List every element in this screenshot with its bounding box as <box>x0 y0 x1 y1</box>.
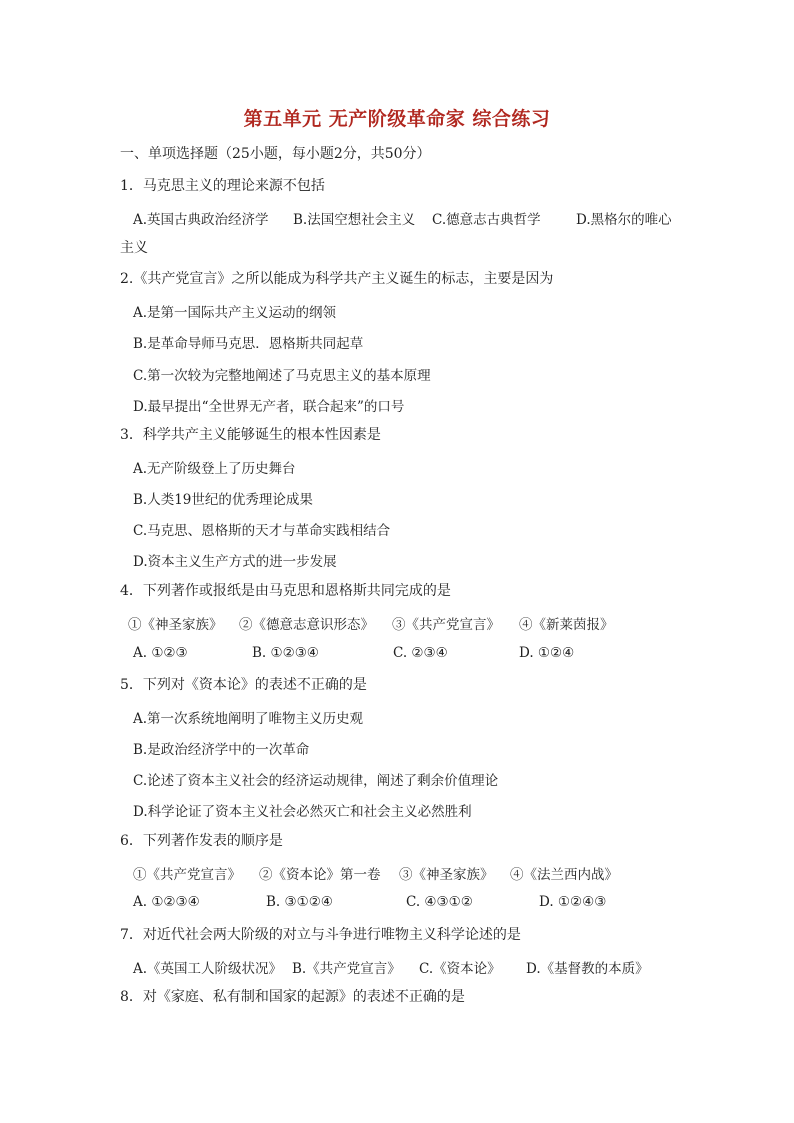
q5-option-d: D.科学论证了资本主义社会必然灭亡和社会主义必然胜利 <box>133 804 472 820</box>
question-2-stem: 2.《共产党宣言》之所以能成为科学共产主义诞生的标志，主要是因为 <box>120 271 554 287</box>
q4-item-2: ②《德意志意识形态》 <box>239 617 374 633</box>
q2-option-b: B.是革命导师马克思．恩格斯共同起草 <box>133 336 364 352</box>
question-7-stem: 7．对近代社会两大阶级的对立与斗争进行唯物主义科学论述的是 <box>120 927 521 943</box>
q3-option-d: D.资本主义生产方式的进一步发展 <box>133 554 337 570</box>
q1-option-b: B.法国空想社会主义 <box>293 212 416 228</box>
q4-option-d: D. ①②④ <box>519 645 575 661</box>
question-3-stem: 3．科学共产主义能够诞生的根本性因素是 <box>120 427 381 443</box>
q6-item-2: ②《资本论》第一卷 <box>259 867 381 883</box>
q7-option-c: C.《资本论》 <box>419 961 501 977</box>
q5-option-b: B.是政治经济学中的一次革命 <box>133 742 310 758</box>
q1-option-d: D.黑格尔的唯心 <box>576 212 672 228</box>
q4-item-3: ③《共产党宣言》 <box>392 617 500 633</box>
q2-option-d: D.最早提出“全世界无产者，联合起来”的口号 <box>133 399 405 415</box>
q6-option-b: B. ③①②④ <box>266 894 333 910</box>
q4-item-1: ①《神圣家族》 <box>128 617 223 633</box>
q6-option-c: C. ④③①② <box>406 894 473 910</box>
q5-option-c: C.论述了资本主义社会的经济运动规律，阐述了剩余价值理论 <box>133 773 499 789</box>
q6-option-d: D. ①②④③ <box>539 894 607 910</box>
q3-option-a: A.无产阶级登上了历史舞台 <box>133 461 296 477</box>
q4-option-a: A. ①②③ <box>133 645 188 661</box>
section-heading: 一、单项选择题（25小题，每小题2分，共50分） <box>120 146 431 162</box>
q1-option-d-continued: 主义 <box>120 240 148 256</box>
q1-option-a: A.英国古典政治经济学 <box>133 212 269 228</box>
q3-option-c: C.马克思、恩格斯的天才与革命实践相结合 <box>133 523 391 539</box>
q1-option-c: C.德意志古典哲学 <box>432 212 541 228</box>
q7-option-d: D.《基督教的本质》 <box>526 961 649 977</box>
q4-option-b: B. ①②③④ <box>252 645 319 661</box>
q3-option-b: B.人类19世纪的优秀理论成果 <box>133 492 313 508</box>
q2-option-a: A.是第一国际共产主义运动的纲领 <box>133 305 337 321</box>
question-8-stem: 8．对《家庭、私有制和国家的起源》的表述不正确的是 <box>120 989 465 1005</box>
q6-item-1: ①《共产党宣言》 <box>133 867 241 883</box>
q6-item-3: ③《神圣家族》 <box>399 867 494 883</box>
q4-option-c: C. ②③④ <box>393 645 448 661</box>
question-5-stem: 5．下列对《资本论》的表述不正确的是 <box>120 677 367 693</box>
question-1-stem: 1．马克思主义的理论来源不包括 <box>120 178 325 194</box>
q2-option-c: C.第一次较为完整地阐述了马克思主义的基本原理 <box>133 368 431 384</box>
question-6-stem: 6．下列著作发表的顺序是 <box>120 833 283 849</box>
q5-option-a: A.第一次系统地阐明了唯物主义历史观 <box>133 711 364 727</box>
q6-option-a: A. ①②③④ <box>133 894 200 910</box>
q7-option-b: B.《共产党宣言》 <box>292 961 401 977</box>
question-4-stem: 4．下列著作或报纸是由马克思和恩格斯共同完成的是 <box>120 583 451 599</box>
q6-item-4: ④《法兰西内战》 <box>510 867 618 883</box>
q7-option-a: A.《英国工人阶级状况》 <box>133 961 283 977</box>
q4-item-4: ④《新莱茵报》 <box>519 617 614 633</box>
page-title: 第五单元 无产阶级革命家 综合练习 <box>243 108 551 130</box>
